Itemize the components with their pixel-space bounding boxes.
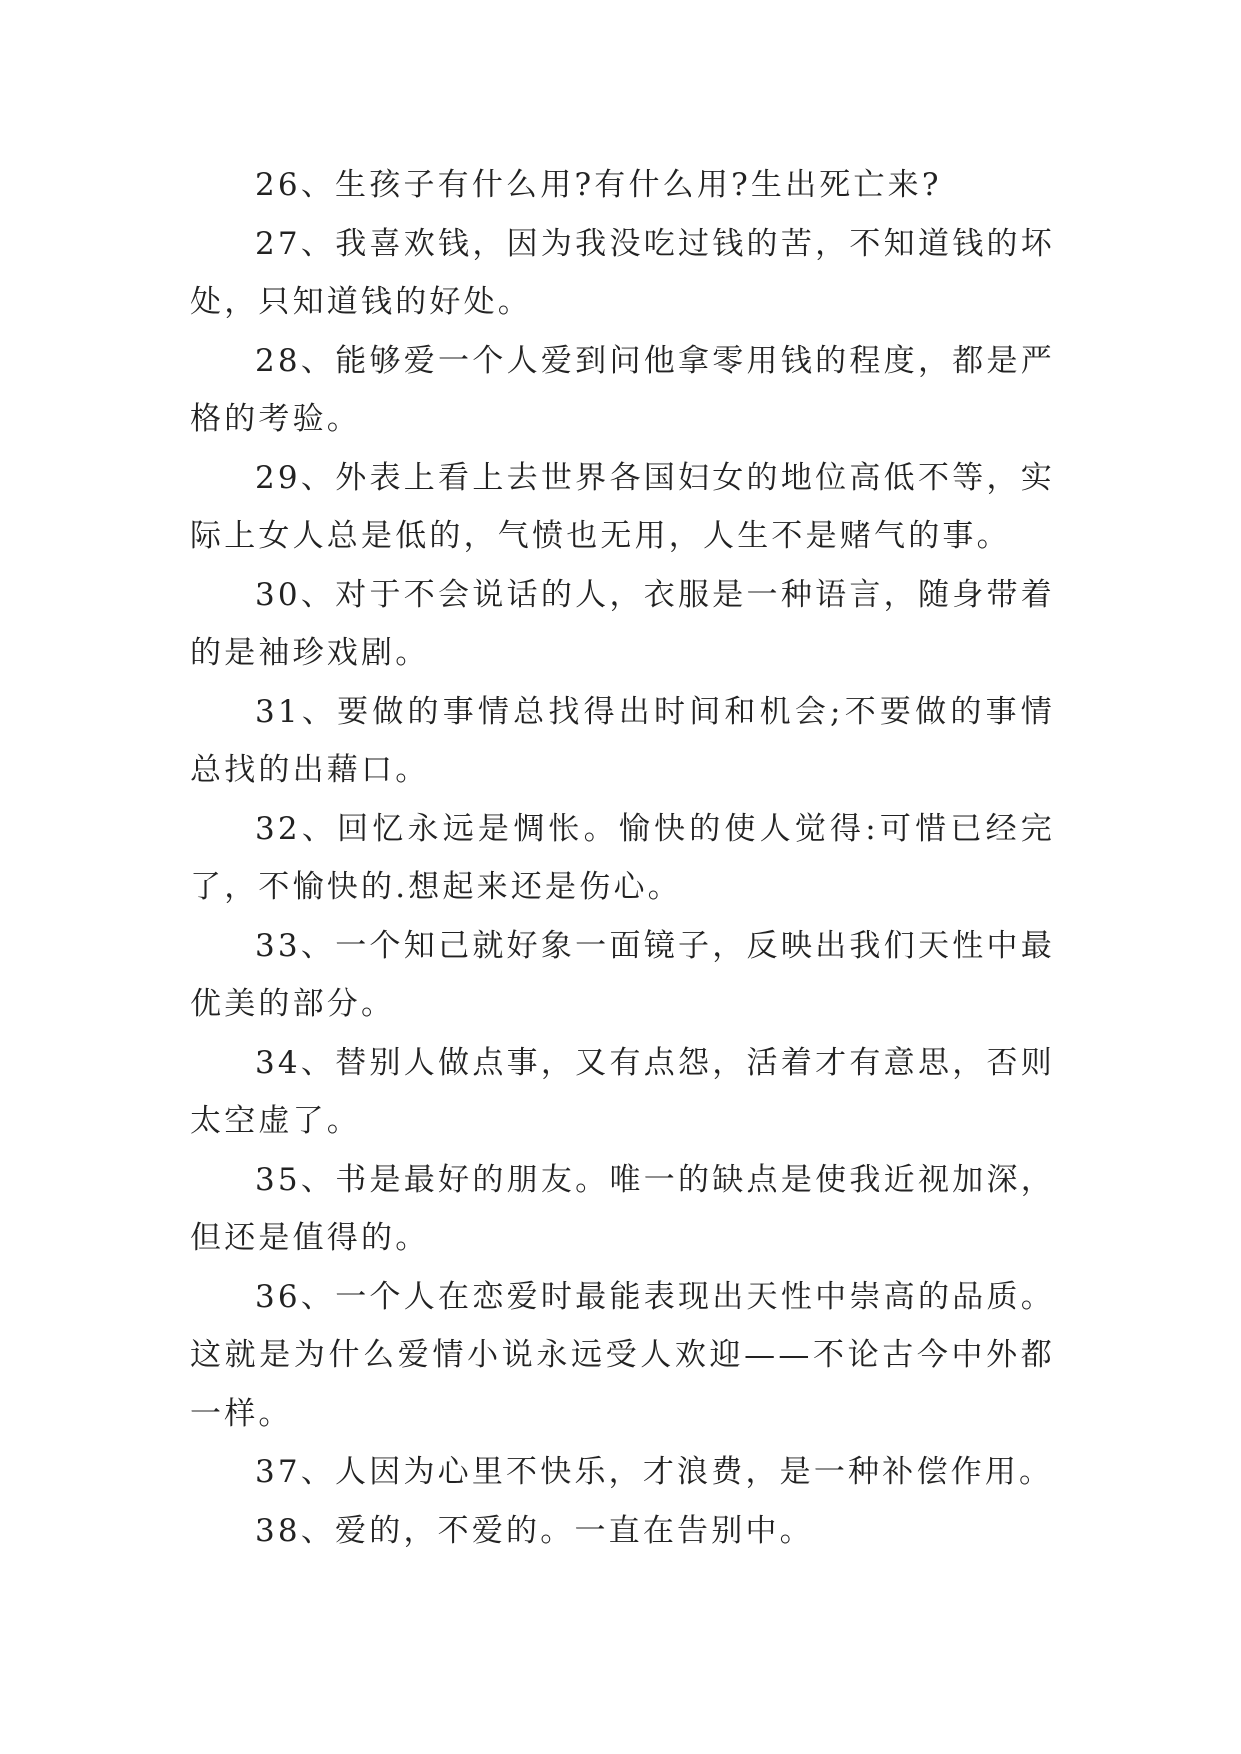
quote-paragraph-27: 27、我喜欢钱，因为我没吃过钱的苦，不知道钱的坏处，只知道钱的好处。 (190, 225, 1055, 320)
quote-paragraph-26: 26、生孩子有什么用?有什么用?生出死亡来? (255, 167, 942, 203)
quote-paragraph-30: 30、对于不会说话的人，衣服是一种语言，随身带着的是袖珍戏剧。 (190, 576, 1055, 671)
quote-paragraph-32: 32、回忆永远是惆怅。愉快的使人觉得:可惜已经完了，不愉快的.想起来还是伤心。 (190, 810, 1055, 905)
quote-paragraph-37: 37、人因为心里不快乐，才浪费，是一种补偿作用。 (255, 1454, 1054, 1490)
quote-paragraph-28: 28、能够爱一个人爱到问他拿零用钱的程度，都是严格的考验。 (190, 342, 1055, 437)
quote-paragraph-34: 34、替别人做点事，又有点怨，活着才有意思，否则太空虚了。 (190, 1044, 1055, 1139)
quote-paragraph-38: 38、爱的，不爱的。一直在告别中。 (255, 1512, 814, 1549)
quote-paragraph-31: 31、要做的事情总找得出时间和机会;不要做的事情总找的出藉口。 (190, 693, 1055, 788)
quote-paragraph-36: 36、一个人在恋爱时最能表现出天性中崇高的品质。这就是为什么爱情小说永远受人欢迎——不论古今中外都一样。 (190, 1278, 1055, 1432)
document-body (190, 156, 1055, 1560)
quote-paragraph-35: 35、书是最好的朋友。唯一的缺点是使我近视加深，但还是值得的。 (190, 1161, 1055, 1256)
quote-paragraph-29: 29、外表上看上去世界各国妇女的地位高低不等，实际上女人总是低的，气愤也无用，人生不是赌气的事。 (190, 459, 1055, 554)
quote-paragraph-33: 33、一个知己就好象一面镜子，反映出我们天性中最优美的部分。 (190, 927, 1055, 1022)
